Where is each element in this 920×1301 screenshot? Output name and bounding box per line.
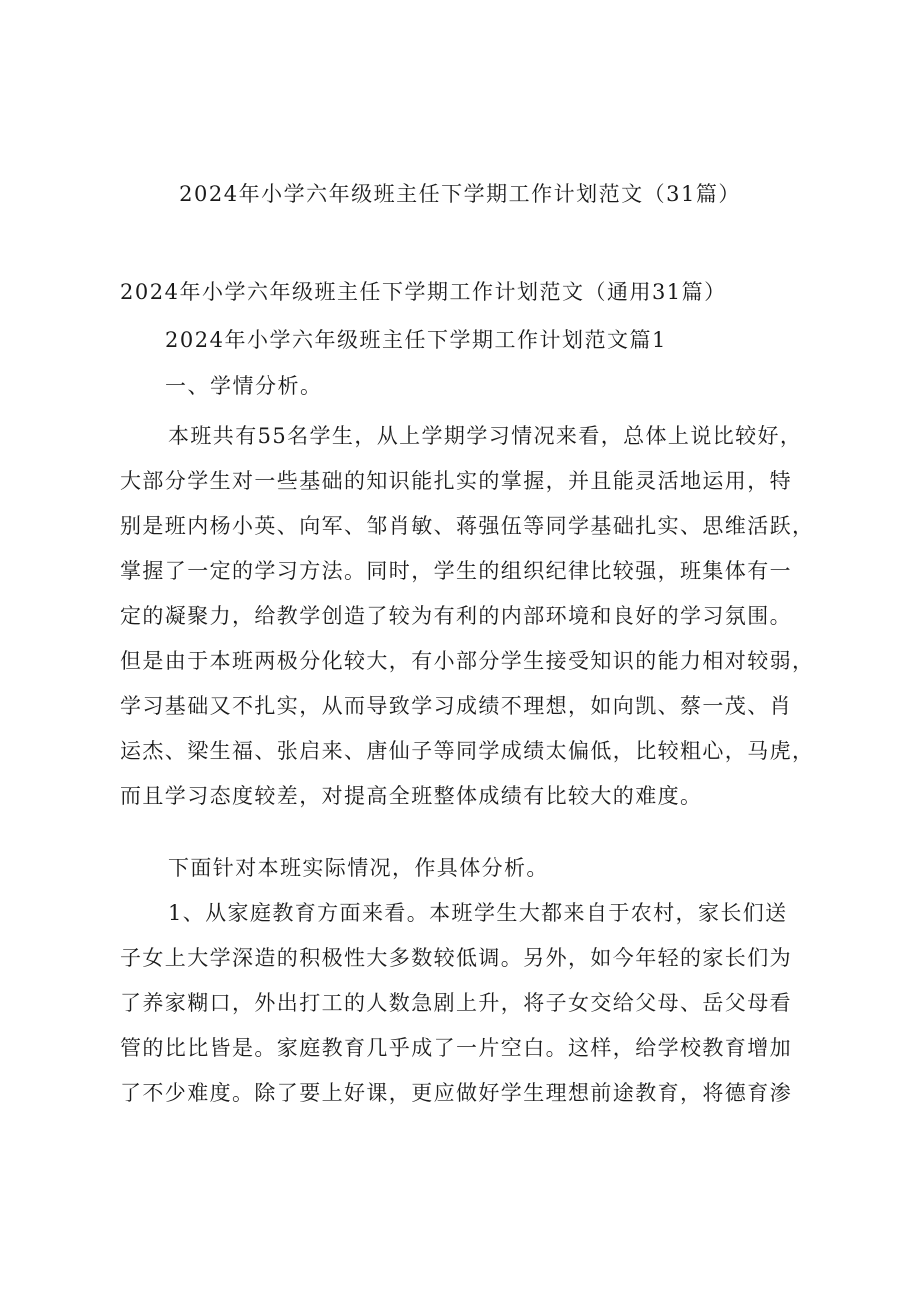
paragraph-intro-analysis — [120, 846, 830, 891]
section-heading: 2024年小学六年级班主任下学期工作计划范文篇1 — [165, 328, 667, 352]
paragraph-family-education — [120, 891, 830, 1116]
paragraph-line: 大部分学生对一些基础的知识能扎实的掌握，并且能灵活地运用，特 — [120, 469, 792, 493]
paragraph-line: 定的凝聚力，给教学创造了较为有利的内部环境和良好的学习氛围。 — [120, 604, 792, 628]
part-heading: 一、学情分析。 — [165, 374, 323, 398]
paragraph-line: 学习基础又不扎实，从而导致学习成绩不理想，如向凯、蔡一茂、肖 — [120, 694, 792, 718]
paragraph-line: 管的比比皆是。家庭教育几乎成了一片空白。这样，给学校教育增加 — [120, 1036, 792, 1060]
paragraph-line: 而且学习态度较差，对提高全班整体成绩有比较大的难度。 — [120, 784, 703, 808]
paragraph-line: 但是由于本班两极分化较大，有小部分学生接受知识的能力相对较弱， — [120, 649, 815, 673]
paragraph-line: 掌握了一定的学习方法。同时，学生的组织纪律比较强，班集体有一 — [120, 559, 792, 583]
paragraph-line: 了不少难度。除了要上好课，更应做好学生理想前途教育，将德育渗 — [120, 1081, 792, 1105]
paragraph-line: 子女上大学深造的积极性大多数较低调。另外，如今年轻的家长们为 — [120, 946, 792, 970]
paragraph-student-analysis — [120, 414, 830, 819]
document-title: 2024年小学六年级班主任下学期工作计划范文（31篇） — [179, 182, 741, 206]
paragraph-line: 1、从家庭教育方面来看。本班学生大都来自于农村，家长们送 — [168, 901, 788, 925]
paragraph-line: 了养家糊口，外出打工的人数急剧上升，将子女交给父母、岳父母看 — [120, 991, 792, 1015]
paragraph-line: 运杰、梁生福、张启来、唐仙子等同学成绩太偏低，比较粗心，马虎， — [120, 739, 815, 763]
paragraph-line: 别是班内杨小英、向军、邹肖敏、蒋强伍等同学基础扎实、思维活跃， — [120, 514, 815, 538]
document-subtitle: 2024年小学六年级班主任下学期工作计划范文（通用31篇） — [120, 280, 727, 304]
paragraph-line: 下面针对本班实际情况，作具体分析。 — [168, 856, 549, 880]
paragraph-line: 本班共有55名学生，从上学期学习情况来看，总体上说比较好， — [168, 424, 803, 448]
